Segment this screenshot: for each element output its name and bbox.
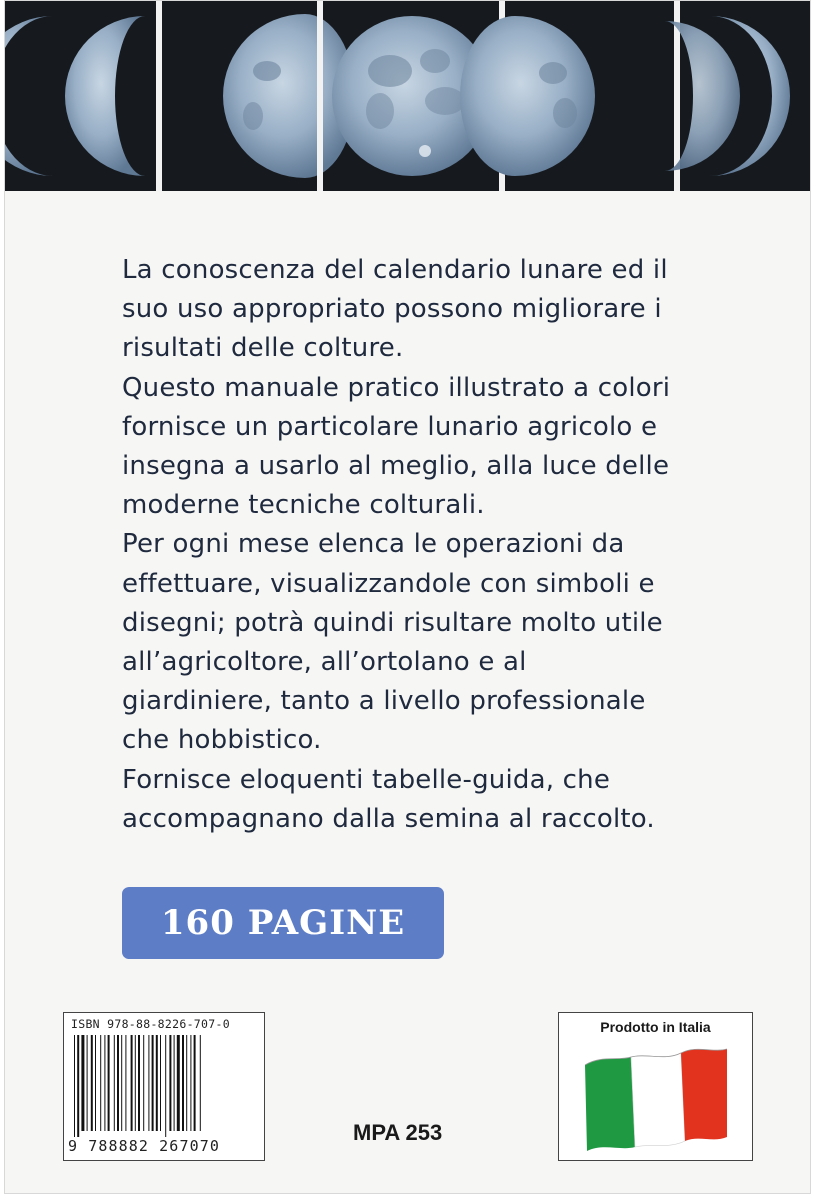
barcode-panel bbox=[63, 1012, 265, 1161]
page-count-badge: 160 PAGINE bbox=[122, 887, 444, 959]
description-paragraph-2 bbox=[122, 369, 762, 526]
book-description bbox=[122, 251, 762, 839]
text-line: risultati delle colture. bbox=[122, 333, 404, 364]
text-line: moderne tecniche colturali. bbox=[122, 490, 485, 521]
origin-label: Prodotto in Italia bbox=[600, 1019, 711, 1035]
text-line: insegna a usarlo al meglio, alla luce delle bbox=[122, 451, 670, 482]
text-line: giardiniere, tanto a livello professionale bbox=[122, 686, 646, 717]
description-paragraph-3 bbox=[122, 525, 762, 760]
text-line: Fornisce eloquenti tabelle-guida, che bbox=[122, 764, 611, 795]
text-line: accompagnano dalla semina al raccolto. bbox=[122, 803, 655, 834]
text-line: suo uso appropriato possono migliorare i bbox=[122, 294, 662, 325]
text-line: fornisce un particolare lunario agricolo e bbox=[122, 411, 658, 442]
product-code: MPA 253 bbox=[353, 1120, 443, 1145]
barcode-icon bbox=[72, 1035, 258, 1137]
text-line: Per ogni mese elenca le operazioni da bbox=[122, 529, 625, 560]
isbn-label: ISBN 978-88-8226-707-0 bbox=[71, 1017, 230, 1031]
ean-digits: 9 788882 267070 bbox=[68, 1137, 220, 1155]
text-line: all’agricoltore, all’ortolano e al bbox=[122, 647, 527, 678]
description-paragraph-4 bbox=[122, 761, 762, 839]
book-back-cover bbox=[4, 0, 811, 1194]
italian-flag-icon bbox=[581, 1043, 731, 1155]
text-line: che hobbistico. bbox=[122, 725, 322, 756]
text-line: Questo manuale pratico illustrato a colori bbox=[122, 372, 671, 403]
origin-panel bbox=[558, 1012, 753, 1161]
text-line: effettuare, visualizzandole con simboli e bbox=[122, 568, 655, 599]
text-line: La conoscenza del calendario lunare ed il bbox=[122, 255, 668, 285]
moon-phases-strip bbox=[5, 1, 810, 191]
description-paragraph-1 bbox=[122, 251, 762, 369]
text-line: disegni; potrà quindi risultare molto utile bbox=[122, 607, 663, 638]
